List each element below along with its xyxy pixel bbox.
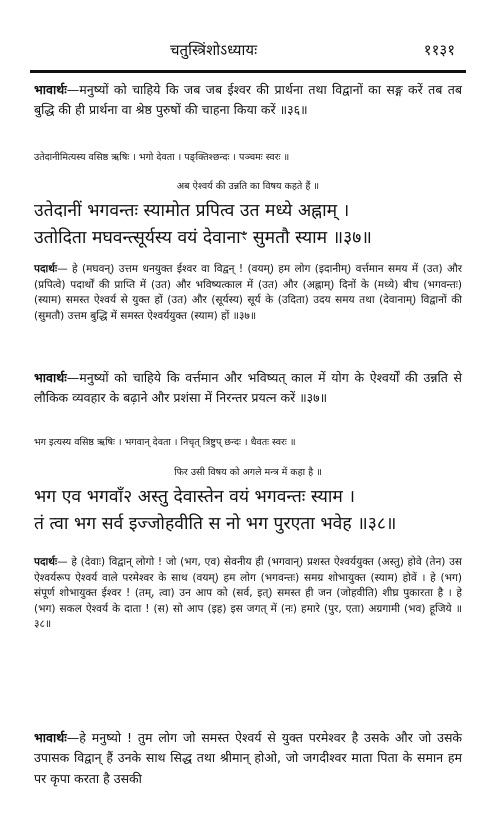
padartha-label: पदार्थः xyxy=(34,556,58,568)
mantra-37-meta: उतेदानीमित्यस्य वसिष्ठ ऋषिः । भगो देवता । पङ्क्तिश्छन्दः । पञ्चमः स्वरः ॥ xyxy=(34,152,290,163)
bhavartha-label: भावार्थः xyxy=(34,370,67,385)
bhavartha-label: भावार्थः xyxy=(34,730,67,745)
mantra-38-intro: फिर उसी विषय को अगले मन्त्र में कहा है ॥ xyxy=(174,467,322,478)
bhavartha-36 xyxy=(34,80,462,121)
mantra-line: उतोदिता मघवन्त्सूर्यस्य वयं देवानाꣳ सुमतौ स्याम ॥३७॥ xyxy=(34,228,372,248)
mantra-38 xyxy=(34,484,462,538)
padartha-text: — हे (मघवन्) उत्तम धनयुक्त ईश्वर वा विद्वन् ! (वयम्) हम लोग (इदानीम्) वर्त्तमान समय में (उत) और (प्रपित्वे) पदार्थों की प्राप्ति में (उत) और भविष्यत्काल में (उत) और (अह्नाम्) दिनों के (मध्ये) बीच (भगवन्तः) (स्याम) समस्त ऐश्वर्य से युक्त हों (उत) और (सूर्यस्य) सूर्य के (उदिता) उदय समय तथा (देवानाम्) विद्वानों की (सुमतौ) उत्तम बुद्धि में समस्त ऐश्वर्ययुक्त (स्याम) हों ॥३७॥ xyxy=(34,263,462,322)
mantra-line: भग एव भगवाँ२ अस्तु देवास्तेन वयं भगवन्तः स्याम । xyxy=(34,487,356,507)
header-rule xyxy=(30,70,466,73)
mantra-37-intro: अब ऐश्वर्य की उन्नति का विषय कहते हैं ॥ xyxy=(176,181,320,192)
padartha-label: पदार्थः xyxy=(34,263,58,275)
page-header xyxy=(0,40,489,64)
mantra-38-meta: भग इत्यस्य वसिष्ठ ऋषिः । भगवान् देवता । निचृत् त्रिष्टुप् छन्दः । धैवतः स्वरः ॥ xyxy=(34,437,296,448)
mantra-37 xyxy=(34,198,462,252)
padartha-38 xyxy=(34,555,462,633)
bhavartha-text: —मनुष्यों को चाहिये कि जब जब ईश्वर की प्रार्थना तथा विद्वानों का सङ्ग करें तब तब बुद्धि की ही प्रार्थना वा श्रेष्ठ पुरुषों की चाहना किया करें ॥३६॥ xyxy=(34,82,462,118)
bhavartha-text: —हे मनुष्यो ! तुम लोग जो समस्त ऐश्वर्य से युक्त परमेश्वर है उसके और जो उसके उपासक विद्वान् हैं उनके साथ सिद्ध तथा श्रीमान् होओ, जो जगदीश्वर माता पिता के समान हम पर कृपा करता है उसकी xyxy=(34,730,462,786)
bhavartha-text: —मनुष्यों को चाहिये कि वर्त्तमान और भविष्यत् काल में योग के ऐश्वर्यों की उन्नति से लौकिक व्यवहार के बढ़ाने और प्रशंसा में निरन्तर प्रयत्न करें ॥३७॥ xyxy=(34,370,462,406)
mantra-line: तं त्वा भग सर्व इज्जोहवीति स नो भग पुरएता भवेह ॥३८॥ xyxy=(34,514,397,534)
bhavartha-37 xyxy=(34,368,462,409)
bhavartha-38 xyxy=(34,728,462,789)
padartha-text: — हे (देवाः) विद्वान् लोगो ! जो (भग, एव) सेवनीय ही (भगवान्) प्रशस्त ऐश्वर्ययुक्त (अस्तु) होवे (तेन) उस ऐश्वर्यरूप ऐश्वर्य वाले परमेश्वर के साथ (वयम्) हम लोग (भगवन्तः) समग्र शोभायुक्त (स्याम) होवें । हे (भग) संपूर्ण शोभायुक्त ईश्वर ! (तम्, त्वा) उन आप को (सर्व, इत्) समस्त ही जन (जोहवीति) शीघ्र पुकारता है । हे (भग) सकल ऐश्वर्य के दाता ! (स) सो आप (इह) इस जगत् में (नः) हमारे (पुर, एता) अग्रगामी (भव) हूजिये ॥३८॥ xyxy=(34,556,462,631)
bhavartha-label: भावार्थः xyxy=(34,82,67,97)
padartha-37 xyxy=(34,262,462,324)
mantra-line: उतेदानीं भगवन्तः स्यामोत प्रपित्व उत मध्ये अह्नाम् । xyxy=(34,201,350,221)
page-number: ११३१ xyxy=(423,41,455,59)
chapter-title: चतुस्त्रिंशोऽध्यायः xyxy=(170,41,258,59)
